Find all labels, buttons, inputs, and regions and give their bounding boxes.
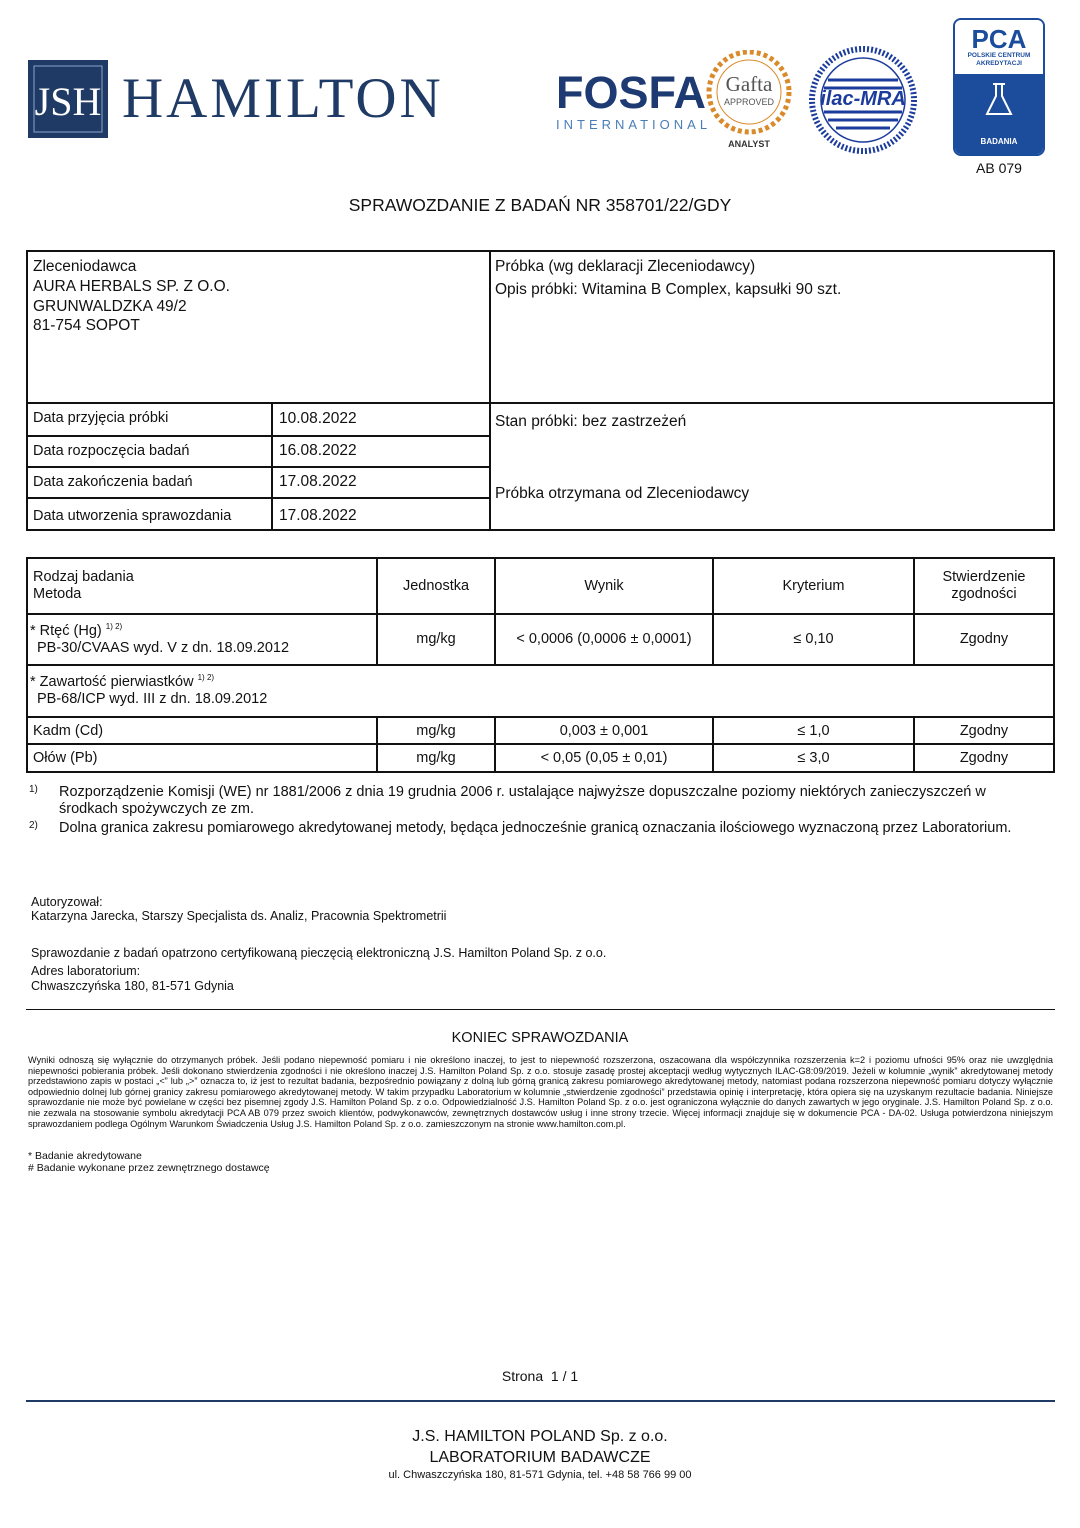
sample-description: Opis próbki: Witamina B Complex, kapsułki 90 szt. [495, 281, 842, 298]
col-header-conformity-2: zgodności [951, 586, 1017, 602]
cadmium-unit: mg/kg [416, 723, 456, 739]
hamilton-wordmark: HAMILTON [122, 67, 444, 130]
divider [26, 1009, 1055, 1010]
date-label: Data zakończenia badań [33, 474, 193, 490]
cadmium-criterion: ≤ 1,0 [797, 723, 830, 739]
ilac-wordmark: ilac-MRA [820, 88, 906, 110]
footnote-number: 1) [29, 784, 38, 795]
date-label: Data przyjęcia próbki [33, 410, 169, 426]
footnote-ref: 1) 2) [105, 622, 123, 631]
lead-result: < 0,05 (0,05 ± 0,01) [540, 750, 668, 766]
fosfa-wordmark: FOSFA [556, 67, 707, 118]
test-method-mercury: PB-30/CVAAS wyd. V z dn. 18.09.2012 [37, 640, 290, 656]
accreditation-code: AB 079 [976, 160, 1022, 176]
client-sample-table [26, 250, 1055, 531]
client-address-city: 81-754 SOPOT [33, 317, 140, 334]
authorized-person: Katarzyna Jarecka, Starszy Specjalista ds. Analiz, Pracownia Spektrometrii [31, 909, 447, 923]
date-label: Data rozpoczęcia badań [33, 443, 190, 459]
mercury-conformity: Zgodny [959, 631, 1009, 647]
gafta-analyst: ANALYST [728, 139, 770, 149]
col-header-method: Metoda [33, 586, 82, 602]
lab-address: Chwaszczyńska 180, 81-571 Gdynia [31, 979, 234, 993]
footnote-text: Rozporządzenie Komisji (WE) nr 1881/2006 z dnia 19 grudnia 2006 r. ustalające najwyższe dopuszczalne poziomy niektórych zanieczyszczeń w [59, 784, 986, 800]
footer-lab: LABORATORIUM BADAWCZE [429, 1449, 651, 1466]
client-address-street: GRUNWALDZKA 49/2 [33, 298, 187, 315]
footer-divider [26, 1400, 1055, 1402]
sample-condition: Stan próbki: bez zastrzeżeń [495, 413, 687, 430]
col-header-type: Rodzaj badania [33, 569, 134, 585]
pca-accreditation-logo [953, 18, 1045, 156]
report-title: SPRAWOZDANIE Z BADAŃ NR 358701/22/GDY [348, 195, 732, 215]
footer-company: J.S. HAMILTON POLAND Sp. z o.o. [412, 1428, 668, 1445]
footnote-text: Dolna granica zakresu pomiarowego akredytowanej metody, będąca jednocześnie granicą oznaczania ilościowego wyznaczoną przez Laboratorium. [59, 820, 1012, 836]
test-method-elements: PB-68/ICP wyd. III z dn. 18.09.2012 [37, 691, 268, 707]
authorized-label: Autoryzował: [31, 895, 103, 909]
footnote-number: 2) [29, 820, 38, 831]
results-table [26, 557, 1055, 773]
disclaimer-text: Wyniki odnoszą się wyłącznie do otrzymanych próbek. Jeśli podano niepewność pomiaru i nie określono inaczej, to jest to niepewność rozszerzona, oszacowana dla współczynnika rozszerzenia k=2 i poziomu ufności 95% oraz nie uwzględnia niepewności pobierania próbek. Jeśli dokonano stwierdzenia zgodności i nie określono inaczej J.S. Hamilton Poland Sp. z o.o. stosuje zasadę prostej akceptacji według wytycznych ILAC-G8:09/2019. Jeżeli w kolumnie „wynik” akredytowanej metody przedstawiono zapis w postaci „<” lub „>” oznacza to, iż jest to rezultat badania, bezpośrednio powiązany z dolną lub górną granicą zakresu pomiarowego akredytowanej metody, natomiast podana rozszerzona niepewność pomiaru dotyczy wyłącznie odpowiednio dolnej lub górnej granicy zakresu pomiarowego akredytowanej metody. W takim przypadku Laboratorium w kolumnie „stwierdzenie zgodności” przedstawia opinię i interpretację, która opiera się na uzyskanym rezultacie badania. Niniejsze sprawozdanie nie może być powielane w części bez pisemnej zgody J.S. Hamilton Poland Sp. z o.o. Odpowiedzialność J.S. Hamilton Poland Sp. z o.o. jest ograniczona wyłącznie do danych zawartych w jego oryginale. J.S. Hamilton Poland Sp. z o.o. nie zezwala na stosowanie symbolu akredytacji PCA AB 079 przez swoich klientów, podwykonawców, zewnętrznych dostawców usług i inne strony trzecie. Więcej informacji znajduje się w dokumencie PCA - DA-02. Usługa potwierdzona niniejszym sprawozdaniem podlega Ogólnym Warunkom Świadczenia Usług J.S. Hamilton Poland Sp. z o.o. zamieszczonym na stronie www.hamilton.com.pl. [28, 1055, 1053, 1129]
col-header-unit: Jednostka [402, 578, 470, 594]
date-value: 17.08.2022 [279, 473, 357, 490]
flask-icon [979, 80, 1019, 120]
mercury-criterion: ≤ 0,10 [793, 631, 834, 647]
date-label: Data utworzenia sprawozdania [33, 508, 232, 524]
sample-label: Próbka (wg deklaracji Zleceniodawcy) [495, 258, 756, 275]
end-of-report-title: KONIEC SPRAWOZDANIA [451, 1030, 629, 1046]
client-name: AURA HERBALS SP. Z O.O. [33, 278, 230, 295]
mercury-result: < 0,0006 (0,0006 ± 0,0001) [516, 631, 692, 647]
test-name-mercury [30, 622, 122, 639]
test-name-text: * Zawartość pierwiastków [30, 673, 194, 690]
jsh-monogram-logo [28, 60, 108, 138]
cadmium-conformity: Zgodny [959, 723, 1009, 739]
gafta-logo [705, 50, 793, 150]
page-number: Strona 1 / 1 [501, 1368, 579, 1384]
lead-criterion: ≤ 3,0 [797, 750, 830, 766]
table-row-cadmium-name: Kadm (Cd) [33, 723, 104, 739]
fosfa-subtitle: INTERNATIONAL [556, 117, 712, 132]
legend-external: # Badanie wykonane przez zewnętrznego dostawcę [28, 1162, 270, 1174]
pca-line1: POLSKIE CENTRUM [967, 52, 1031, 59]
legend-accredited: * Badanie akredytowane [28, 1150, 142, 1162]
date-value: 16.08.2022 [279, 442, 357, 459]
svg-text:JSH: JSH [34, 79, 102, 124]
col-header-result: Wynik [584, 578, 624, 594]
client-label: Zleceniodawca [33, 258, 137, 275]
footer-contact: ul. Chwaszczyńska 180, 81-571 Gdynia, tel. +48 58 766 99 00 [388, 1469, 692, 1481]
footnote-ref: 1) 2) [197, 673, 215, 682]
gafta-wordmark: Gafta [725, 72, 773, 96]
gafta-approved: APPROVED [723, 97, 774, 107]
pca-badania: BADANIA [980, 137, 1018, 146]
pca-title: PCA [971, 24, 1027, 54]
lead-unit: mg/kg [416, 750, 456, 766]
col-header-conformity: Stwierdzenie [942, 569, 1026, 585]
fosfa-logo [556, 67, 712, 132]
col-header-criterion: Kryterium [782, 578, 845, 594]
test-name-elements [30, 673, 214, 690]
date-value: 17.08.2022 [279, 507, 357, 524]
footnote-text-cont: środkach spożywczych ze zm. [59, 801, 255, 817]
cadmium-result: 0,003 ± 0,001 [559, 723, 649, 739]
test-name-text: * Rtęć (Hg) [30, 622, 102, 639]
date-value: 10.08.2022 [279, 410, 357, 427]
lead-conformity: Zgodny [959, 750, 1009, 766]
mercury-unit: mg/kg [416, 631, 456, 647]
sample-origin: Próbka otrzymana od Zleceniodawcy [495, 485, 750, 502]
ilac-mra-logo [808, 44, 918, 156]
table-row-lead-name: Ołów (Pb) [33, 750, 98, 766]
electronic-seal-note: Sprawozdanie z badań opatrzono certyfikowaną pieczęcią elektroniczną J.S. Hamilton Poland Sp. z o.o. [31, 946, 607, 960]
lab-address-label: Adres laboratorium: [31, 964, 141, 978]
pca-line2: AKREDYTACJI [976, 60, 1022, 67]
